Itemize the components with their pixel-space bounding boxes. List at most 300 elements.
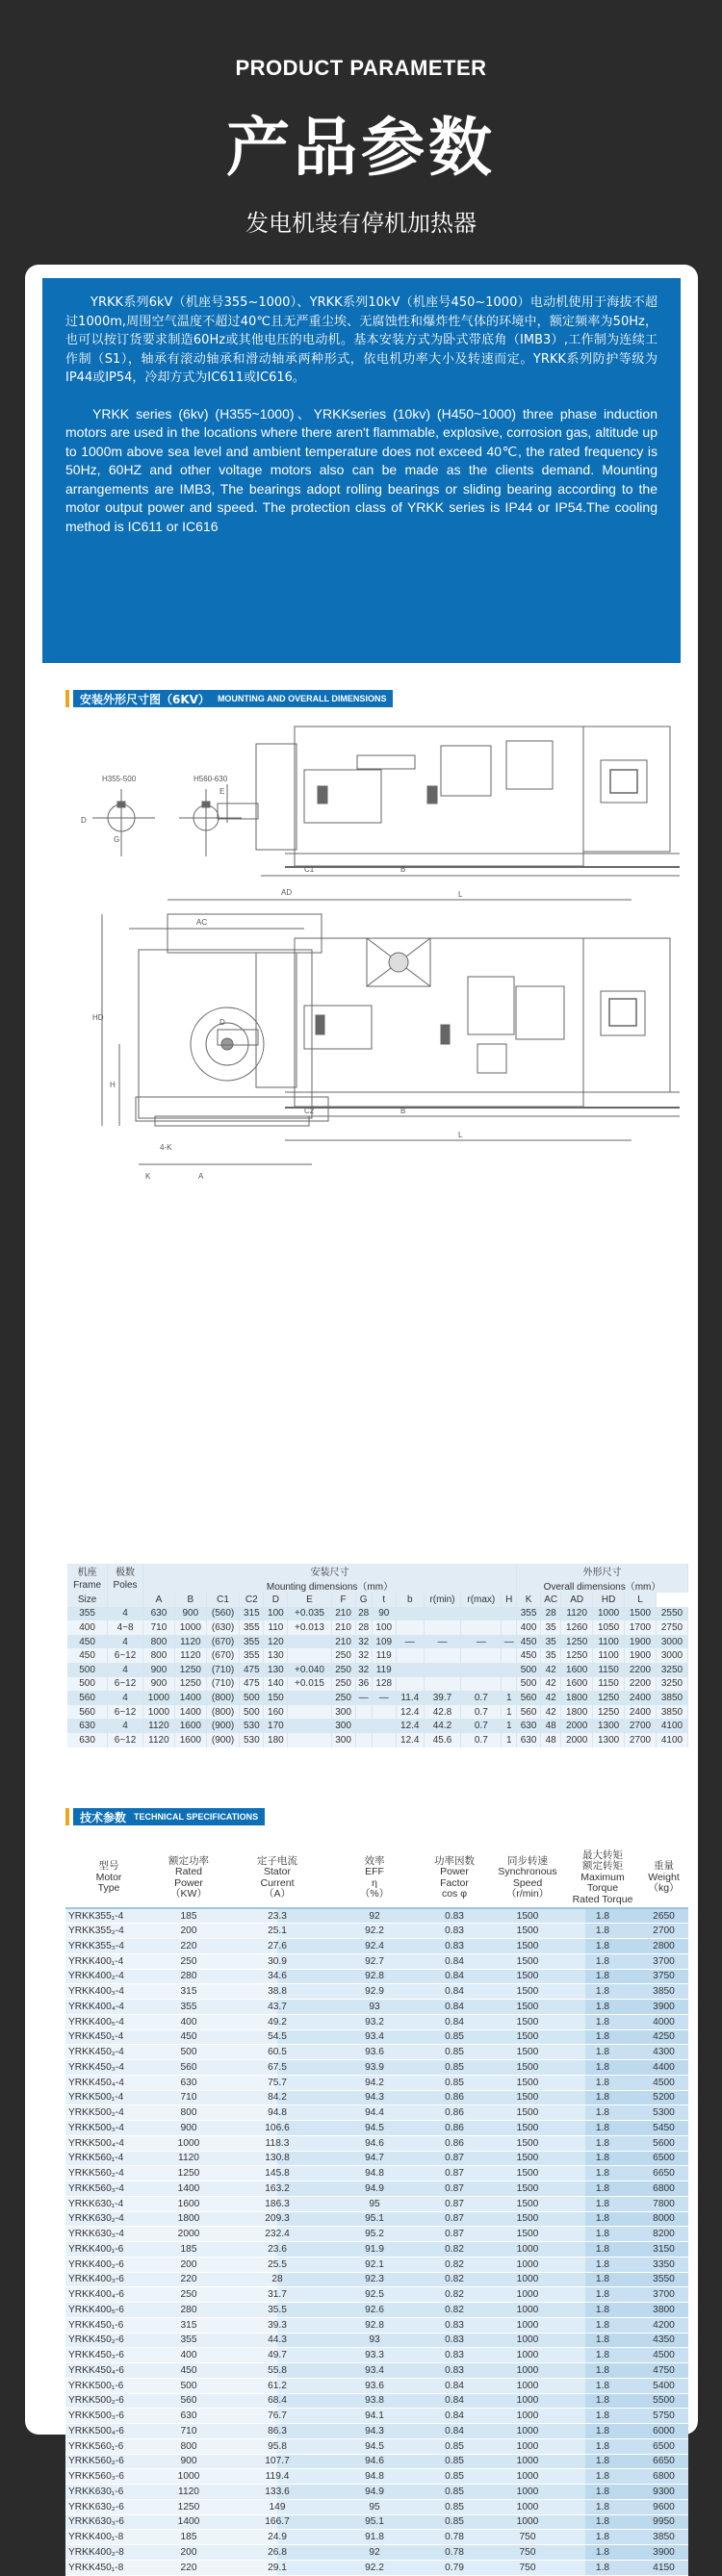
dim-column-row	[67, 1593, 688, 1607]
table-cell: 1	[502, 1705, 517, 1720]
dim-col-header: L	[625, 1593, 657, 1607]
table-cell: 95.2	[329, 2227, 420, 2242]
table-cell: 1.8	[566, 2090, 639, 2105]
table-cell: 1.8	[566, 2485, 639, 2500]
table-cell	[372, 1705, 396, 1720]
table-cell: 1300	[593, 1733, 625, 1747]
table-cell: 1120	[142, 1733, 174, 1747]
table-cell: 355	[240, 1635, 264, 1649]
table-cell: 1.8	[566, 2029, 639, 2045]
table-cell: 44.2	[424, 1719, 460, 1733]
table-cell: 1.8	[566, 2196, 639, 2211]
table-cell: 1.8	[566, 2121, 639, 2136]
label-h: H	[110, 1081, 116, 1089]
table-cell: 315	[152, 1984, 225, 2000]
table-cell: 1.8	[566, 2454, 639, 2469]
dim-col-header: D	[264, 1593, 288, 1607]
table-cell	[424, 1677, 460, 1692]
table-cell: 94.5	[329, 2121, 420, 2136]
intro-cn: YRKK系列6kV（机座号355~1000）、YRKK系列10kV（机座号450~1000）电动机使用于海拔不超过1000m,周围空气温度不超过40℃且无严重尘埃、无腐蚀性和爆炸性气体的环境中，额定频率为50Hz，也可以按订货要求制造60Hz或其他电压的电动机。基本安装方式为卧式带底角（IMB3）,工作制为连续工作制（S1），轴承有滚动轴承和滑动轴承两种形式，依电机功率大小及转速而定。YRKK系列防护等级为IP44或IP54，冷却方式为IC611或IC616。	[65, 295, 658, 385]
section-label-cn: 技术参数	[80, 1810, 127, 1824]
table-row	[65, 2181, 688, 2197]
table-row	[65, 2272, 688, 2287]
section-label-cn: 安装外形尺寸图（6KV）	[80, 692, 210, 706]
table-cell: 94.9	[329, 2181, 420, 2197]
table-cell: 185	[152, 2530, 225, 2545]
table-cell: 750	[489, 2560, 566, 2575]
table-cell: 900	[142, 1663, 174, 1677]
table-cell: 170	[264, 1719, 288, 1733]
table-row	[65, 2363, 688, 2379]
table-row	[67, 1635, 688, 1649]
dim-col-header: B	[174, 1593, 206, 1607]
table-cell: 1.8	[566, 2348, 639, 2363]
table-cell: 92.8	[329, 1969, 420, 1984]
table-cell: 1600	[174, 1719, 206, 1733]
table-row	[65, 2303, 688, 2318]
spec-header-line: （r/min）	[505, 1888, 550, 1900]
table-cell: 1120	[174, 1635, 206, 1649]
table-cell: 94.8	[225, 2105, 329, 2121]
table-cell: 150	[264, 1691, 288, 1705]
table-cell: 119	[372, 1648, 396, 1663]
table-cell: 0.83	[420, 2333, 489, 2348]
table-row	[65, 2530, 688, 2545]
table-cell: 355	[152, 2000, 225, 2015]
table-cell: 128	[372, 1677, 396, 1692]
dim-col-header: C2	[240, 1593, 264, 1607]
table-row	[67, 1719, 688, 1733]
table-cell: 800	[152, 2438, 225, 2454]
table-cell: 1050	[593, 1620, 625, 1635]
table-cell: 12.4	[396, 1733, 424, 1747]
table-cell: YRKK560₂-4	[65, 2166, 152, 2181]
table-cell: 1120	[152, 2485, 225, 2500]
table-cell: 84.2	[225, 2090, 329, 2105]
table-cell: 1250	[561, 1648, 593, 1663]
table-cell: 630	[152, 2409, 225, 2424]
table-cell: 93.9	[329, 2060, 420, 2076]
spec-header-line: EFF	[365, 1866, 384, 1877]
table-cell: 1900	[625, 1648, 657, 1663]
section-label-en: MOUNTING AND OVERALL DIMENSIONS	[217, 694, 387, 703]
spec-header-line: 型号	[98, 1860, 119, 1873]
table-cell: 186.3	[225, 2196, 329, 2211]
spec-col-header	[639, 1849, 688, 1908]
table-cell: 1.8	[566, 2075, 639, 2090]
table-cell: 93.6	[329, 2045, 420, 2060]
table-cell: 92.4	[329, 1939, 420, 1954]
table-cell: 1.8	[566, 2105, 639, 2121]
table-cell: 1000	[174, 1620, 206, 1635]
table-cell: YRKK500₂-6	[65, 2393, 152, 2409]
label-d: D	[81, 816, 87, 825]
spec-header-line: Rated Torque	[572, 1893, 633, 1905]
dim-col-header	[108, 1593, 143, 1607]
table-cell: 1.8	[566, 2530, 639, 2545]
table-cell: 1100	[593, 1635, 625, 1649]
table-cell: 25.1	[225, 1924, 329, 1939]
table-cell: 0.79	[420, 2560, 489, 2575]
table-cell: 6800	[639, 2181, 688, 2197]
table-cell: 1000	[489, 2242, 566, 2257]
table-row	[65, 2409, 688, 2424]
table-cell: 49.7	[225, 2348, 329, 2363]
svg-text:E: E	[219, 787, 225, 796]
table-cell: 25.5	[225, 2257, 329, 2272]
table-cell: 94.3	[329, 2424, 420, 2439]
table-cell: 180	[264, 1733, 288, 1747]
table-cell: 1000	[489, 2424, 566, 2439]
table-cell: 560	[517, 1705, 541, 1720]
table-cell: 450	[67, 1635, 108, 1649]
table-cell: YRKK355₃-4	[65, 1939, 152, 1954]
spec-header-line: Weight	[648, 1871, 680, 1883]
table-row	[65, 1953, 688, 1969]
table-cell: 44.3	[225, 2333, 329, 2348]
table-cell: YRKK450₂-4	[65, 2045, 152, 2060]
table-cell: YRKK450₁-6	[65, 2317, 152, 2333]
table-cell: 1000	[489, 2454, 566, 2469]
table-cell: 1400	[174, 1705, 206, 1720]
spec-header-line: cos φ	[441, 1888, 468, 1900]
table-cell: 1500	[489, 2014, 566, 2029]
table-cell: 315	[240, 1607, 264, 1621]
table-row	[65, 1908, 688, 1924]
table-cell: 145.8	[225, 2166, 329, 2181]
table-cell: YRKK560₃-6	[65, 2469, 152, 2485]
table-cell: YRKK630₁-4	[65, 2196, 152, 2211]
table-cell: 1250	[593, 1691, 625, 1705]
table-cell: 0.85	[420, 2045, 489, 2060]
table-cell: 1800	[561, 1705, 593, 1720]
table-row	[65, 2454, 688, 2469]
table-row	[67, 1663, 688, 1677]
table-cell: 4	[108, 1607, 143, 1621]
table-cell: 93	[329, 2333, 420, 2348]
table-cell: YRKK560₂-6	[65, 2454, 152, 2469]
table-cell: 5300	[639, 2105, 688, 2121]
table-cell: 0.82	[420, 2303, 489, 2318]
table-cell: YRKK560₁-6	[65, 2438, 152, 2454]
table-row	[65, 2438, 688, 2454]
label-b: B	[400, 865, 406, 874]
table-cell: YRKK500₁-4	[65, 2090, 152, 2105]
table-cell: 800	[142, 1648, 174, 1663]
table-cell: 35	[541, 1620, 561, 1635]
table-cell: 0.83	[420, 2348, 489, 2363]
table-cell: 92	[329, 1908, 420, 1924]
table-cell: 92.6	[329, 2303, 420, 2318]
table-cell: 0.83	[420, 1924, 489, 1939]
table-cell: 30.9	[225, 1953, 329, 1969]
table-cell: 5750	[639, 2409, 688, 2424]
table-cell	[288, 1733, 331, 1747]
table-cell: 630	[67, 1719, 108, 1733]
spec-header-line: 功率因数	[434, 1854, 475, 1867]
table-cell: 29.1	[225, 2560, 329, 2575]
table-cell: YRKK400₂-8	[65, 2545, 152, 2561]
table-cell: YRKK450₄-4	[65, 2075, 152, 2090]
table-cell: 93	[329, 2000, 420, 2015]
table-cell: 1250	[174, 1677, 206, 1692]
table-row	[65, 2378, 688, 2393]
table-cell: 94.4	[329, 2105, 420, 2121]
table-cell: 0.85	[420, 2454, 489, 2469]
table-cell: 6~12	[108, 1677, 143, 1692]
table-cell: 90	[372, 1607, 396, 1621]
table-cell	[355, 1719, 372, 1733]
table-cell: 0.85	[420, 2485, 489, 2500]
table-cell: 1.8	[566, 2242, 639, 2257]
table-cell: 42	[541, 1705, 561, 1720]
table-cell: 185	[152, 1908, 225, 1924]
table-cell: 76.7	[225, 2409, 329, 2424]
table-cell: 315	[152, 2317, 225, 2333]
table-cell: YRKK400₄-4	[65, 2000, 152, 2015]
table-cell: 400	[67, 1620, 108, 1635]
dim-head2-frame: Frame	[67, 1578, 108, 1593]
table-cell: 91.8	[329, 2530, 420, 2545]
table-row	[65, 2227, 688, 2242]
table-cell: 93.2	[329, 2014, 420, 2029]
table-cell: 6000	[639, 2424, 688, 2439]
table-cell: 300	[331, 1733, 355, 1747]
table-cell: 1120	[174, 1648, 206, 1663]
dim-col-header: C1	[206, 1593, 239, 1607]
table-row	[65, 1939, 688, 1954]
table-cell: 450	[67, 1648, 108, 1663]
table-cell: 1	[502, 1733, 517, 1747]
table-row	[65, 2121, 688, 2136]
table-cell: 34.6	[225, 1969, 329, 1984]
table-cell: 45.6	[424, 1733, 460, 1747]
table-cell: YRKK500₄-4	[65, 2135, 152, 2151]
table-cell: 300	[331, 1719, 355, 1733]
table-row	[65, 2060, 688, 2076]
table-cell: 95	[329, 2196, 420, 2211]
spec-header-line: Speed	[512, 1876, 543, 1889]
table-cell: 5400	[639, 2378, 688, 2393]
table-cell: 1000	[489, 2363, 566, 2379]
spec-header-line: Maximum Torque	[580, 1871, 625, 1895]
table-cell: 1500	[489, 1984, 566, 2000]
table-row	[65, 2211, 688, 2227]
svg-text:D: D	[219, 1018, 225, 1027]
spec-header-line: Factor	[440, 1876, 469, 1889]
intro-panel	[42, 278, 681, 663]
table-cell: 35.5	[225, 2303, 329, 2318]
table-cell: +0.015	[288, 1677, 331, 1692]
spec-header-line: η	[372, 1876, 377, 1889]
table-cell: 1	[502, 1719, 517, 1733]
table-cell: YRKK450₃-6	[65, 2348, 152, 2363]
table-cell: —	[396, 1635, 424, 1649]
table-row	[67, 1607, 688, 1621]
table-cell: 1700	[625, 1620, 657, 1635]
table-cell	[396, 1648, 424, 1663]
table-cell: YRKK450₃-4	[65, 2060, 152, 2076]
table-cell: 1000	[152, 2135, 225, 2151]
table-cell: 1400	[152, 2514, 225, 2530]
table-cell: 94.6	[329, 2135, 420, 2151]
table-row	[65, 2287, 688, 2303]
table-cell: 710	[152, 2090, 225, 2105]
spec-header-line: Power	[440, 1866, 469, 1877]
table-cell: 710	[142, 1620, 174, 1635]
table-cell: 106.6	[225, 2121, 329, 2136]
label-l: L	[458, 890, 463, 899]
table-cell	[288, 1719, 331, 1733]
table-cell: 630	[517, 1733, 541, 1747]
table-cell: 93.3	[329, 2348, 420, 2363]
table-cell: 0.7	[461, 1719, 502, 1733]
table-cell: 93.4	[329, 2029, 420, 2045]
table-cell: 48	[541, 1719, 561, 1733]
table-cell: 95	[329, 2499, 420, 2514]
table-cell: 0.78	[420, 2530, 489, 2545]
table-cell: 118.3	[225, 2135, 329, 2151]
table-cell: YRKK450₄-6	[65, 2363, 152, 2379]
table-cell: 95.8	[225, 2438, 329, 2454]
table-cell: 1.8	[566, 2166, 639, 2181]
table-cell: 6500	[639, 2438, 688, 2454]
table-cell: 232.4	[225, 2227, 329, 2242]
table-cell: 1500	[489, 2181, 566, 2197]
table-cell: (670)	[206, 1635, 239, 1649]
table-cell: 1300	[593, 1719, 625, 1733]
spec-header-line: （%）	[359, 1888, 390, 1900]
table-cell: 9300	[639, 2485, 688, 2500]
table-cell: 1800	[152, 2211, 225, 2227]
table-cell: 4	[108, 1691, 143, 1705]
spec-header-line: 重量	[654, 1860, 674, 1873]
table-row	[67, 1648, 688, 1663]
table-cell: 560	[517, 1691, 541, 1705]
table-row	[65, 2135, 688, 2151]
table-cell: 3250	[656, 1663, 687, 1677]
table-cell: 1000	[142, 1705, 174, 1720]
table-cell: 92.2	[329, 2560, 420, 2575]
table-cell: 3850	[639, 1984, 688, 2000]
spec-header-line: 同步转速	[507, 1854, 548, 1867]
table-cell: 94.5	[329, 2438, 420, 2454]
spec-header-line: （A）	[263, 1888, 291, 1900]
table-cell: 0.82	[420, 2242, 489, 2257]
table-cell: 220	[152, 2272, 225, 2287]
spec-col-header	[152, 1849, 225, 1908]
table-row	[65, 1984, 688, 2000]
table-cell: 1120	[152, 2151, 225, 2166]
table-cell: 1000	[489, 2303, 566, 2318]
table-cell: 0.83	[420, 1939, 489, 1954]
table-cell: 0.84	[420, 2014, 489, 2029]
table-cell: 6650	[639, 2166, 688, 2181]
spec-col-header	[225, 1849, 329, 1908]
table-cell: 1800	[561, 1691, 593, 1705]
content-card	[25, 265, 698, 2573]
table-cell: 1.8	[566, 2363, 639, 2379]
table-cell: —	[355, 1691, 372, 1705]
table-cell: YRKK400₃-6	[65, 2272, 152, 2287]
dim-col-header: b	[396, 1593, 424, 1607]
dim-head2-mount: Mounting dimensions（mm）	[142, 1578, 516, 1593]
dim-col-header: A	[142, 1593, 174, 1607]
table-cell: 2650	[639, 1908, 688, 1924]
table-cell	[502, 1648, 517, 1663]
table-cell: 4	[108, 1635, 143, 1649]
table-cell: 6650	[639, 2454, 688, 2469]
table-cell: 2700	[639, 1924, 688, 1939]
table-cell: 35	[541, 1648, 561, 1663]
table-cell	[355, 1705, 372, 1720]
table-cell: 500	[67, 1677, 108, 1692]
table-cell: 2000	[561, 1719, 593, 1733]
dim-col-header: H	[502, 1593, 517, 1607]
table-cell: 1150	[593, 1677, 625, 1692]
table-cell	[372, 1733, 396, 1747]
table-cell: 355	[240, 1620, 264, 1635]
table-cell: 1.8	[566, 1969, 639, 1984]
table-cell: 630	[517, 1719, 541, 1733]
table-cell: 1120	[142, 1719, 174, 1733]
table-cell: 110	[264, 1620, 288, 1635]
dim-body	[67, 1607, 688, 1747]
table-cell: 107.7	[225, 2454, 329, 2469]
table-cell: 530	[240, 1733, 264, 1747]
table-cell: 4~8	[108, 1620, 143, 1635]
table-cell: 3900	[639, 2000, 688, 2015]
table-cell: 93.8	[329, 2393, 420, 2409]
table-row	[65, 2485, 688, 2500]
spec-header-line: Current	[260, 1876, 295, 1889]
table-cell: 2400	[625, 1705, 657, 1720]
table-cell: YRKK400₂-6	[65, 2257, 152, 2272]
table-row	[65, 2105, 688, 2121]
table-cell: (800)	[206, 1705, 239, 1720]
table-cell: 1.8	[566, 2303, 639, 2318]
table-cell: 1000	[489, 2469, 566, 2485]
table-cell: 27.6	[225, 1939, 329, 1954]
table-cell: 4100	[656, 1733, 687, 1747]
table-row	[65, 2348, 688, 2363]
table-cell: 0.83	[420, 2317, 489, 2333]
table-cell: 1500	[489, 2029, 566, 2045]
dim-col-header: r(min)	[424, 1593, 460, 1607]
table-cell: 1100	[593, 1648, 625, 1663]
table-cell: 1500	[489, 1969, 566, 1984]
table-cell: 250	[331, 1677, 355, 1692]
table-row	[65, 2499, 688, 2514]
table-cell: 1000	[489, 2393, 566, 2409]
table-cell: 1000	[489, 2348, 566, 2363]
table-cell: 1.8	[566, 1953, 639, 1969]
table-cell: 800	[152, 2105, 225, 2121]
table-cell: 630	[152, 2075, 225, 2090]
table-cell	[424, 1663, 460, 1677]
table-cell: 0.7	[461, 1733, 502, 1747]
dim-col-header: K	[517, 1593, 541, 1607]
table-cell: 220	[152, 2560, 225, 2575]
table-cell: 5200	[639, 2090, 688, 2105]
table-cell: 1500	[489, 2121, 566, 2136]
table-cell: 1.8	[566, 2151, 639, 2166]
table-cell: 3900	[639, 2545, 688, 2561]
table-cell: 94.7	[329, 2151, 420, 2166]
dim-col-header: t	[372, 1593, 396, 1607]
table-cell: 1.8	[566, 1924, 639, 1939]
table-cell: 0.7	[461, 1691, 502, 1705]
